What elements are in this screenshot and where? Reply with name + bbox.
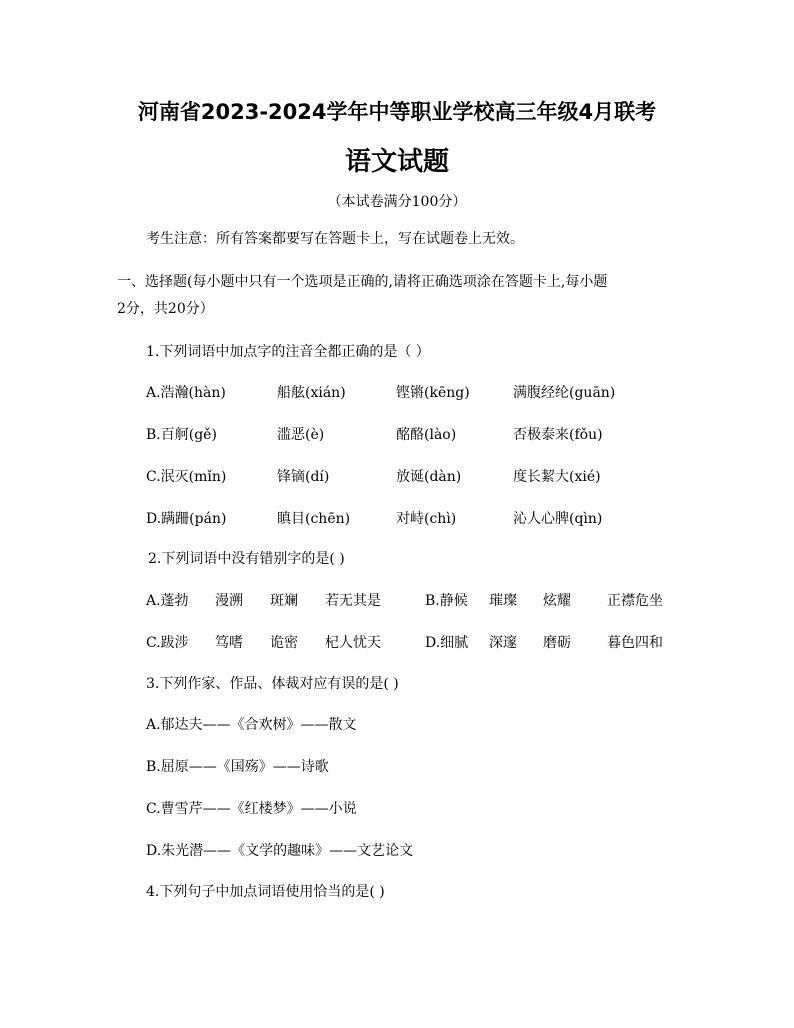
option-term: 璀璨 [489,593,517,609]
question-2-stem: 2.下列词语中没有错别字的是( ) [148,551,345,567]
option-term: 锋镝(dí) [277,469,330,485]
option-term: 深邃 [489,635,517,651]
question-1-stem: 1.下列词语中加点字的注音全都正确的是（ ） [146,344,430,360]
question-3-stem: 3.下列作家、作品、体裁对应有误的是( ) [146,676,399,692]
section-heading-line2: 2分，共20分） [117,301,214,317]
option-term: 度长絜大(xié) [513,469,601,485]
option-term: C.跋涉 [146,635,189,651]
option-term: 沁人心脾(qìn) [513,511,603,527]
option-term: 正襟危坐 [607,593,663,609]
option-term: 笃嗜 [215,635,243,651]
option-term: D.细腻 [425,635,469,651]
section-heading-line1: 一、选择题(每小题中只有一个选项是正确的,请将正确选项涂在答题卡上,每小题 [117,274,608,290]
option-term: B.静候 [425,593,468,609]
option-term: 磨砺 [543,635,571,651]
option-term: 对峙(chì) [396,511,457,527]
option-term: 满腹经纶(guān) [513,385,616,401]
exam-title: 河南省2023-2024学年中等职业学校高三年级4月联考 [137,100,657,124]
option-term: 酩酪(lào) [396,427,457,443]
question-3-option-a: A.郁达夫——《合欢树》——散文 [146,717,357,733]
subject-title: 语文试题 [344,147,449,177]
question-3-option-c: C.曹雪芹——《红楼梦》——小说 [146,801,357,817]
option-term: C.泯灭(mǐn) [146,469,227,485]
option-term: 瞋目(chēn) [277,511,351,527]
question-3-option-d: D.朱光潜——《文学的趣味》——文艺论文 [146,843,414,859]
option-term: 斑斓 [270,593,298,609]
option-term: B.百舸(gě) [146,427,217,443]
question-4-stem: 4.下列句子中加点词语使用恰当的是( ) [146,884,385,900]
option-term: 滥恶(è) [277,427,325,443]
option-term: 诡密 [270,635,298,651]
candidate-notice: 考生注意：所有答案都要写在答题卡上，写在试题卷上无效。 [146,231,524,247]
option-term: 漫溯 [215,593,243,609]
option-term: 杞人忧天 [325,635,381,651]
option-term: 铿锵(kēng) [396,385,470,401]
option-term: A.浩瀚(hàn) [146,385,226,401]
option-term: A.蓬勃 [146,593,189,609]
question-3-option-b: B.屈原——《国殇》——诗歌 [146,759,329,775]
score-note: （本试卷满分100分） [327,194,467,210]
option-term: 若无其是 [325,593,381,609]
option-term: 否极泰来(fǒu) [513,427,603,443]
option-term: 船舷(xián) [277,385,346,401]
option-term: 暮色四和 [607,635,663,651]
option-term: 炫耀 [543,593,571,609]
option-term: D.蹒跚(pán) [146,511,227,527]
option-term: 放诞(dàn) [396,469,462,485]
